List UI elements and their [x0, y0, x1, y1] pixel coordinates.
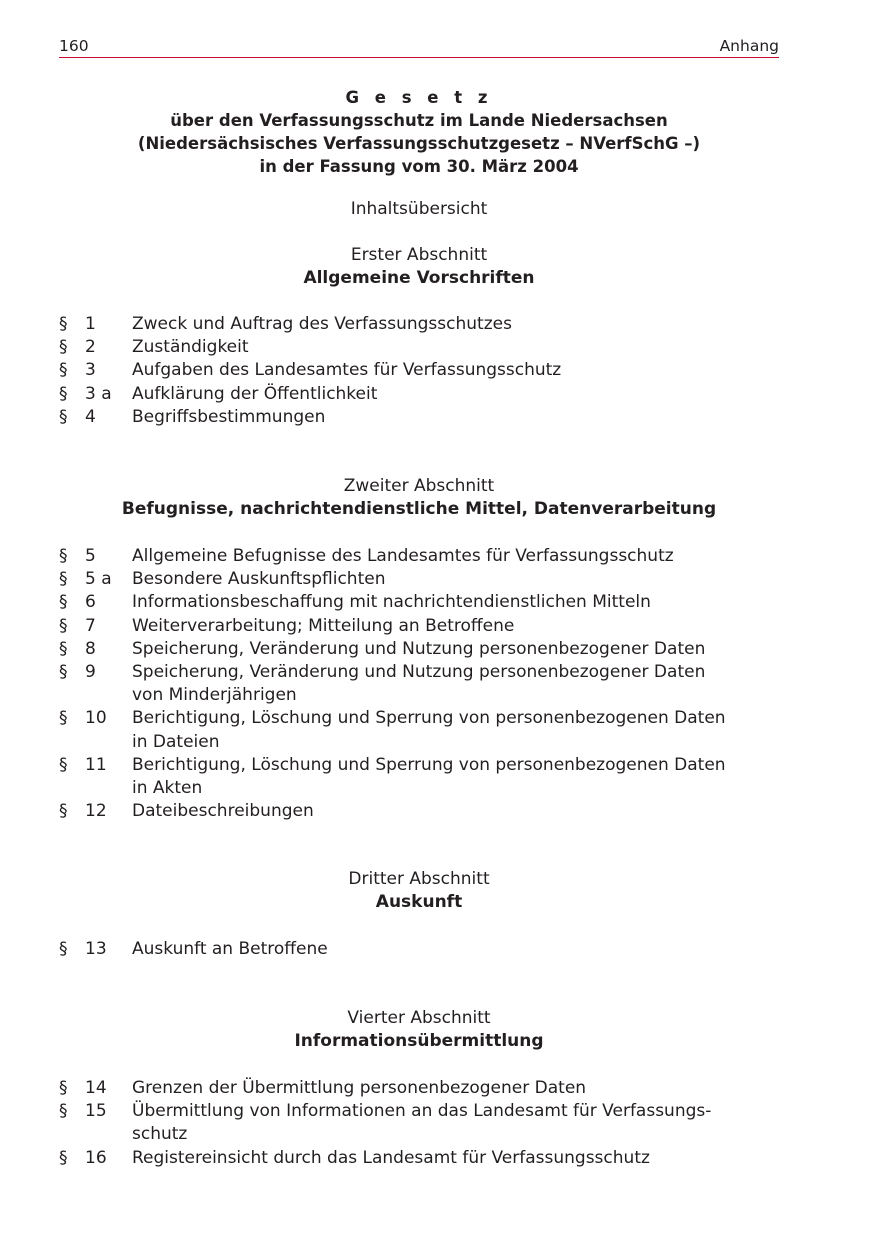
law-title — [59, 86, 779, 178]
entry-text-line: Speicherung, Veränderung und Nutzung personenbezogener Daten — [132, 661, 706, 682]
paragraph-number: 13 — [85, 939, 107, 959]
paragraph-sign: § — [59, 1101, 68, 1122]
section-heading: Auskunft — [375, 892, 463, 912]
toc-entry — [59, 406, 779, 429]
entry-text: Allgemeine Befugnisse des Landesamtes für Verfassungsschutz — [132, 546, 674, 566]
toc-list — [59, 1077, 779, 1170]
paragraph-sign: § — [59, 406, 68, 427]
entry-text-continuation: von Minderjährigen — [132, 685, 297, 706]
entry-text: Besondere Auskunftspflichten — [132, 569, 386, 590]
toc-entry — [59, 1147, 779, 1170]
entry-text-continuation: schutz — [132, 1124, 188, 1145]
toc-entry — [59, 754, 779, 800]
entry-text: Registereinsicht durch das Landesamt für Verfassungsschutz — [132, 1147, 650, 1168]
paragraph-number: 5 — [85, 546, 96, 566]
section-heading: Informationsübermittlung — [294, 1031, 544, 1051]
toc-entry — [59, 661, 779, 707]
paragraph-sign: § — [59, 939, 68, 959]
toc-list — [59, 545, 779, 823]
toc-entry — [59, 359, 779, 382]
paragraph-sign: § — [59, 1078, 68, 1098]
toc-entry — [59, 938, 779, 961]
entry-text — [132, 661, 772, 707]
entry-text-continuation: in Akten — [132, 777, 203, 798]
entry-text: Aufklärung der Öffentlichkeit — [132, 383, 378, 404]
entry-text: Grenzen der Übermittlung personenbezogener Daten — [132, 1078, 587, 1098]
section-label: Erster Abschnitt — [350, 245, 488, 265]
paragraph-number: 5 a — [85, 569, 112, 590]
toc-entry — [59, 615, 779, 638]
paragraph-sign: § — [59, 383, 68, 404]
toc-list — [59, 313, 779, 429]
paragraph-number: 7 — [85, 615, 96, 636]
toc-entry — [59, 313, 779, 336]
toc-entry — [59, 568, 779, 591]
paragraph-number: 11 — [85, 754, 107, 775]
section-label: Zweiter Abschnitt — [343, 476, 495, 496]
entry-text — [132, 707, 772, 753]
toc-entry — [59, 1077, 779, 1100]
entry-text: Speicherung, Veränderung und Nutzung personenbezogener Daten — [132, 638, 706, 659]
paragraph-number: 8 — [85, 638, 96, 659]
paragraph-number: 6 — [85, 592, 96, 613]
running-title: Anhang — [719, 37, 779, 55]
entry-text: Auskunft an Betroffene — [132, 939, 328, 959]
toc-entry — [59, 638, 779, 661]
paragraph-sign: § — [59, 360, 68, 381]
paragraph-number: 9 — [85, 661, 96, 682]
entry-text-continuation: in Dateien — [132, 731, 220, 752]
paragraph-number: 12 — [85, 801, 107, 822]
paragraph-number: 3 — [85, 360, 96, 381]
toc-entry — [59, 383, 779, 406]
section-heading: Allgemeine Vorschriften — [303, 268, 535, 288]
toc-entry — [59, 591, 779, 614]
paragraph-number: 10 — [85, 708, 107, 729]
entry-text-line: Berichtigung, Löschung und Sperrung von personenbezogenen Daten — [132, 708, 726, 729]
toc-entry — [59, 1100, 779, 1146]
paragraph-sign: § — [59, 592, 68, 613]
toc-list — [59, 938, 779, 961]
section-heading: Befugnisse, nachrichtendienstliche Mittel, Datenverarbeitung — [121, 499, 717, 519]
paragraph-sign: § — [59, 1147, 68, 1168]
entry-text-line: Berichtigung, Löschung und Sperrung von personenbezogenen Daten — [132, 754, 726, 775]
toc-entry — [59, 545, 779, 568]
toc-entry — [59, 336, 779, 359]
paragraph-number: 2 — [85, 337, 96, 358]
paragraph-sign: § — [59, 801, 68, 822]
paragraph-sign: § — [59, 314, 68, 334]
entry-text: Zuständigkeit — [132, 337, 249, 358]
paragraph-sign: § — [59, 661, 68, 682]
paragraph-sign: § — [59, 615, 68, 636]
title-line-1: G e s e t z — [345, 88, 493, 107]
paragraph-number: 14 — [85, 1078, 107, 1098]
entry-text-line: Übermittlung von Informationen an das Landesamt für Verfassungs- — [132, 1101, 712, 1122]
title-line-3: (Niedersächsisches Verfassungsschutzgesetz – NVerfSchG –) — [137, 134, 701, 153]
toc-entry — [59, 707, 779, 753]
paragraph-number: 3 a — [85, 383, 112, 404]
entry-text: Informationsbeschaffung mit nachrichtendienstlichen Mitteln — [132, 592, 651, 613]
entry-text — [132, 754, 772, 800]
entry-text: Weiterverarbeitung; Mitteilung an Betroffene — [132, 615, 515, 636]
toc-entry — [59, 800, 779, 823]
paragraph-number: 1 — [85, 314, 96, 334]
paragraph-sign: § — [59, 708, 68, 729]
entry-text: Aufgaben des Landesamtes für Verfassungsschutz — [132, 360, 562, 381]
entry-text — [132, 1100, 772, 1146]
paragraph-sign: § — [59, 337, 68, 358]
entry-text: Begriffsbestimmungen — [132, 406, 326, 427]
title-line-4: in der Fassung vom 30. März 2004 — [259, 157, 579, 176]
paragraph-number: 15 — [85, 1101, 107, 1122]
paragraph-number: 4 — [85, 406, 96, 427]
paragraph-sign: § — [59, 569, 68, 590]
entry-text: Zweck und Auftrag des Verfassungsschutzes — [132, 314, 512, 334]
paragraph-sign: § — [59, 638, 68, 659]
section-label: Vierter Abschnitt — [347, 1008, 491, 1028]
entry-text: Dateibeschreibungen — [132, 801, 314, 822]
paragraph-number: 16 — [85, 1147, 107, 1168]
toc-heading: Inhaltsübersicht — [350, 199, 488, 219]
section-label: Dritter Abschnitt — [348, 869, 490, 889]
paragraph-sign: § — [59, 754, 68, 775]
title-line-2: über den Verfassungsschutz im Lande Niedersachsen — [170, 111, 668, 130]
page-header — [59, 36, 779, 58]
page-number: 160 — [59, 37, 89, 55]
paragraph-sign: § — [59, 546, 68, 566]
